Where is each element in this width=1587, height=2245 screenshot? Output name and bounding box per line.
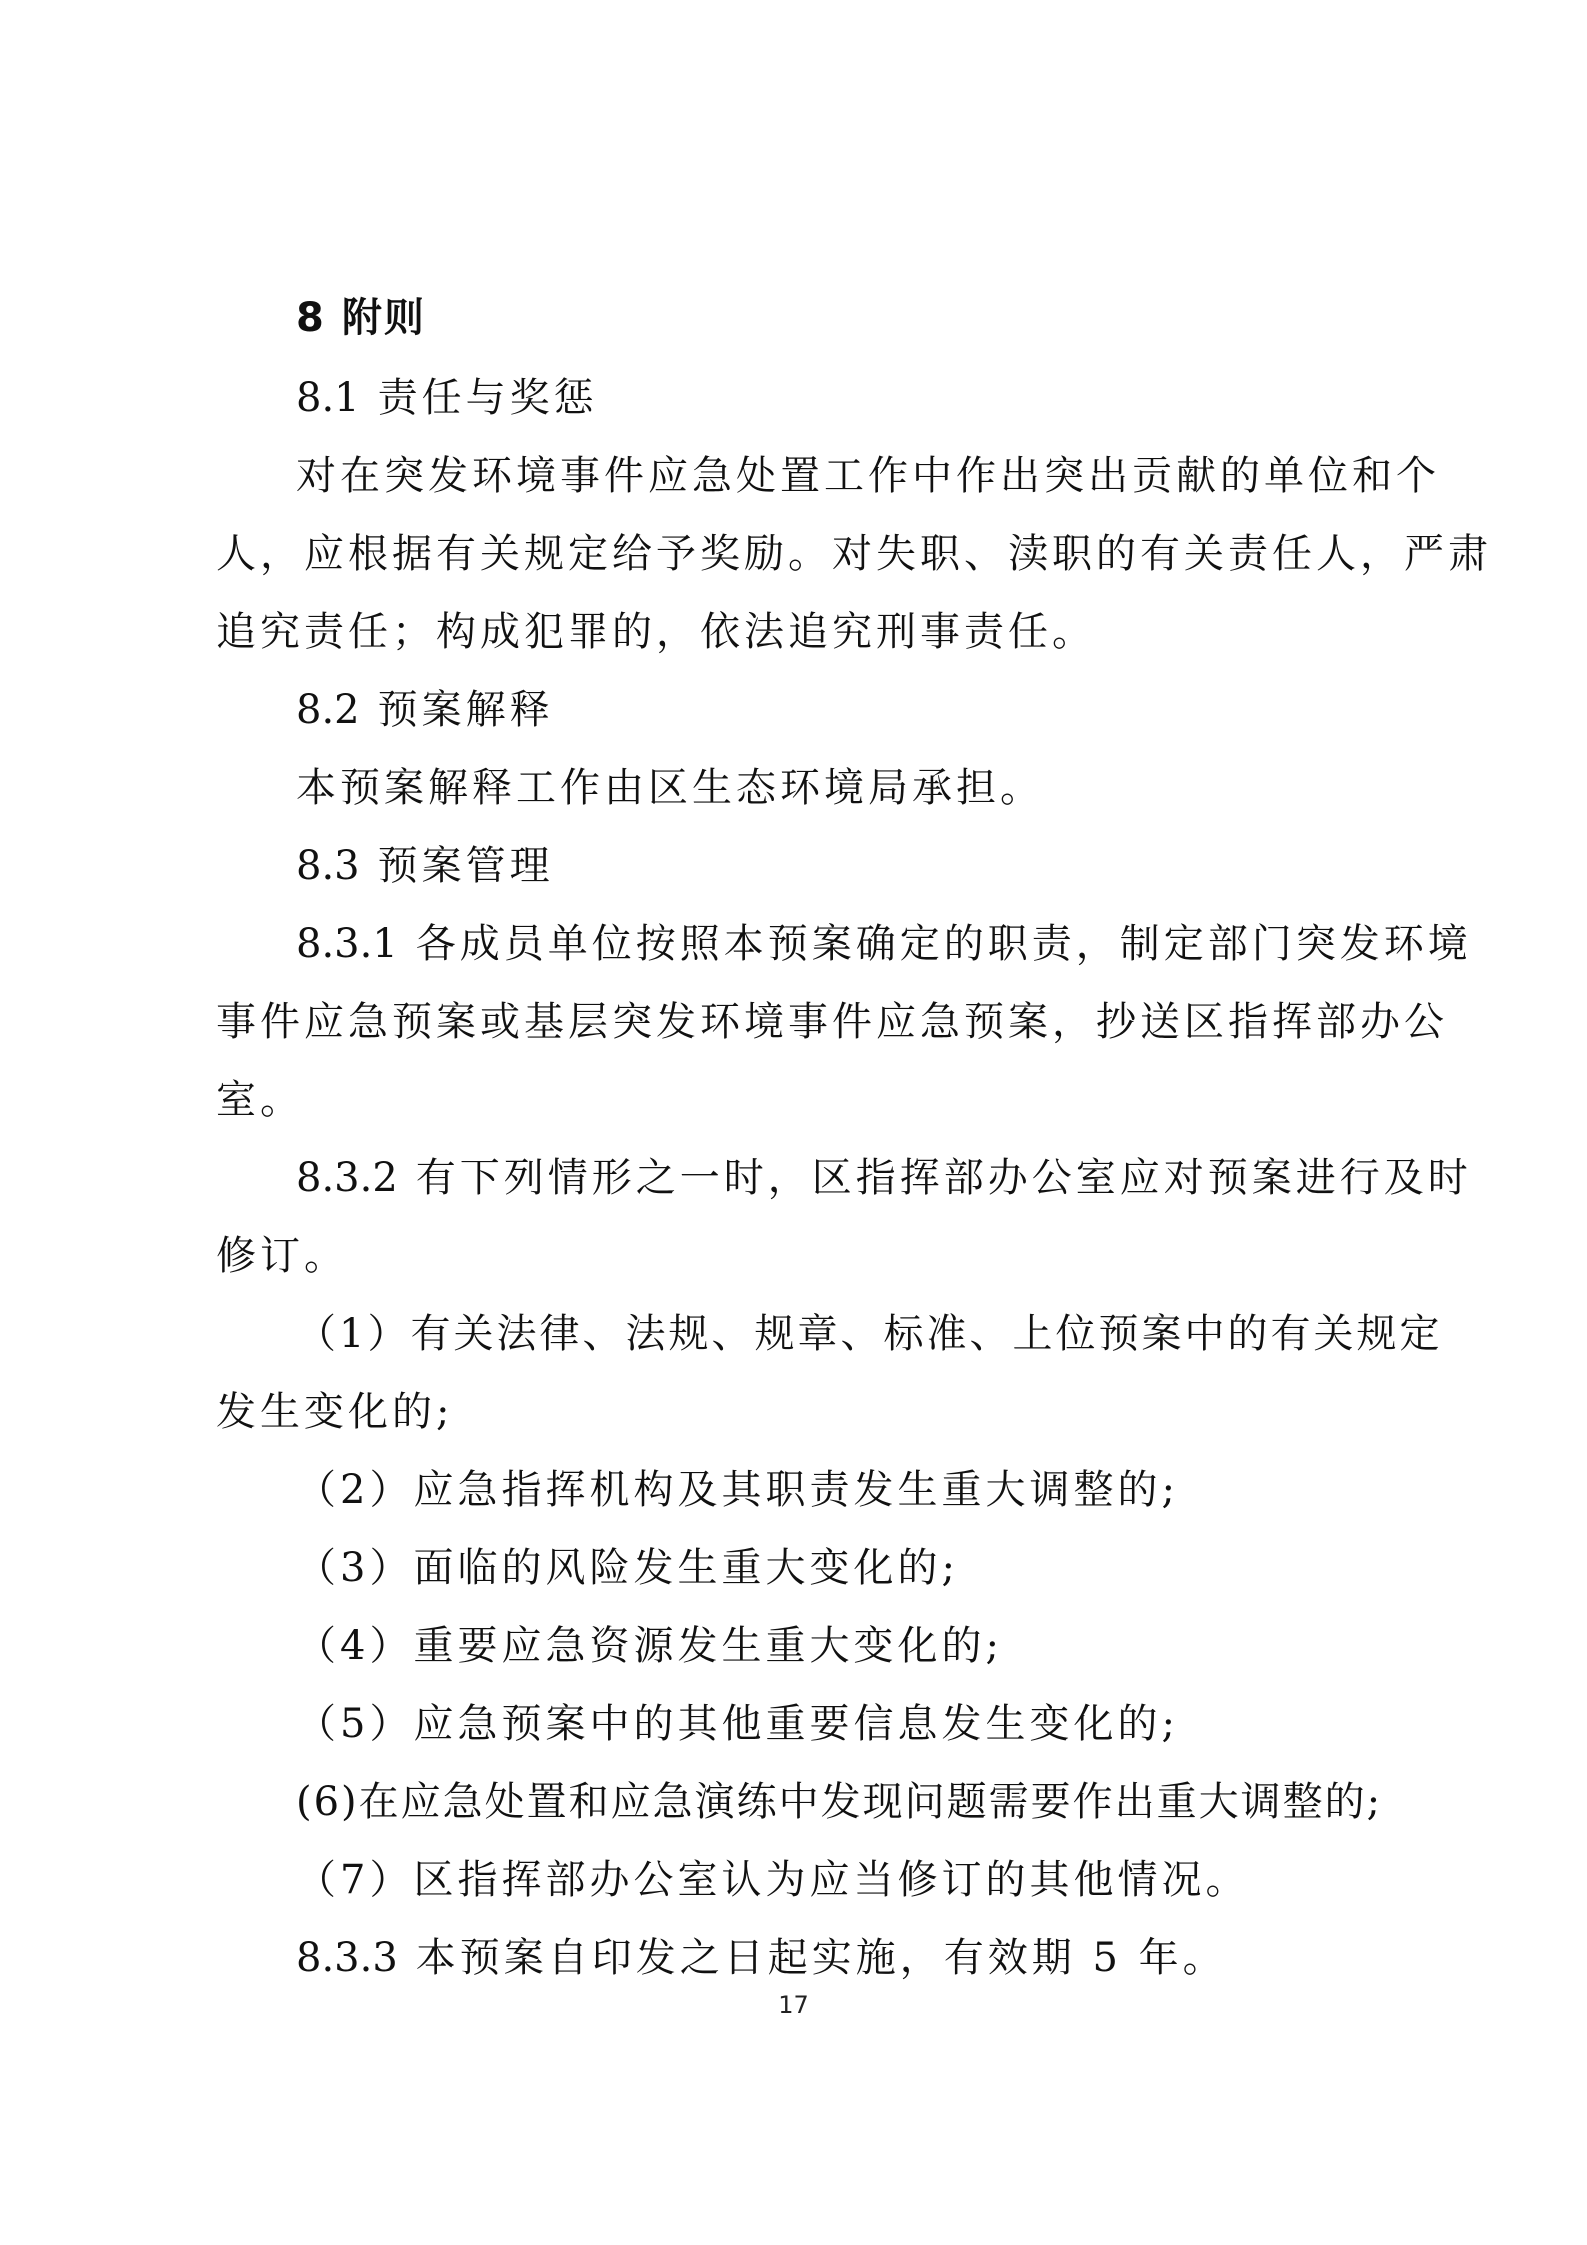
paragraph-line: 人，应根据有关规定给予奖励。对失职、渎职的有关责任人，严肃 <box>216 531 1492 577</box>
list-item: （2）应急指挥机构及其职责发生重大调整的; <box>296 1467 1179 1513</box>
subsection-number: 8.2 <box>296 687 360 733</box>
paragraph-line: 事件应急预案或基层突发环境事件应急预案，抄送区指挥部办公 <box>216 999 1448 1045</box>
subsection-number: 8.1 <box>296 375 360 421</box>
paragraph-line: 修订。 <box>216 1233 348 1279</box>
list-item: （4）重要应急资源发生重大变化的; <box>296 1623 1003 1669</box>
clause-text: 各成员单位按照本预案确定的职责，制定部门突发环境 <box>415 921 1472 967</box>
section-title: 附则 <box>341 295 426 341</box>
clause-number: 8.3.3 <box>296 1935 398 1981</box>
subsection-title: 责任与奖惩 <box>377 375 598 421</box>
clause-number: 8.3.2 <box>296 1155 398 1201</box>
subsection-heading-8-2 <box>296 682 1476 738</box>
paragraph-line: 室。 <box>216 1077 304 1123</box>
subsection-heading-8-3 <box>296 838 1476 894</box>
paragraph-line: 对在突发环境事件应急处置工作中作出突出贡献的单位和个 <box>296 453 1440 499</box>
list-item: （1）有关法律、法规、规章、标准、上位预案中的有关规定 <box>296 1311 1443 1357</box>
clause-8-3-2 <box>296 1150 1476 1206</box>
section-number: 8 <box>296 295 324 341</box>
list-item: （3）面临的风险发生重大变化的; <box>296 1545 959 1591</box>
clause-number: 8.3.1 <box>296 921 398 967</box>
paragraph-line: 追究责任；构成犯罪的，依法追究刑事责任。 <box>216 609 1096 655</box>
page-number: 17 <box>778 1991 809 2019</box>
clause-8-3-3 <box>296 1930 1476 1986</box>
clause-8-3-1 <box>296 916 1476 972</box>
subsection-heading-8-1 <box>296 370 1476 426</box>
list-item: （5）应急预案中的其他重要信息发生变化的; <box>296 1701 1179 1747</box>
subsection-title: 预案管理 <box>377 843 554 889</box>
clause-text: 有下列情形之一时，区指挥部办公室应对预案进行及时 <box>415 1155 1472 1201</box>
list-item: （7）区指挥部办公室认为应当修订的其他情况。 <box>296 1857 1250 1903</box>
list-item-continuation: 发生变化的; <box>216 1389 454 1435</box>
subsection-title: 预案解释 <box>377 687 554 733</box>
paragraph-line: 本预案解释工作由区生态环境局承担。 <box>296 765 1044 811</box>
list-item: (6)在应急处置和应急演练中发现问题需要作出重大调整的; <box>296 1779 1383 1825</box>
clause-text: 本预案自印发之日起实施，有效期 5 年。 <box>415 1935 1227 1981</box>
subsection-number: 8.3 <box>296 843 360 889</box>
section-heading <box>296 290 1476 346</box>
